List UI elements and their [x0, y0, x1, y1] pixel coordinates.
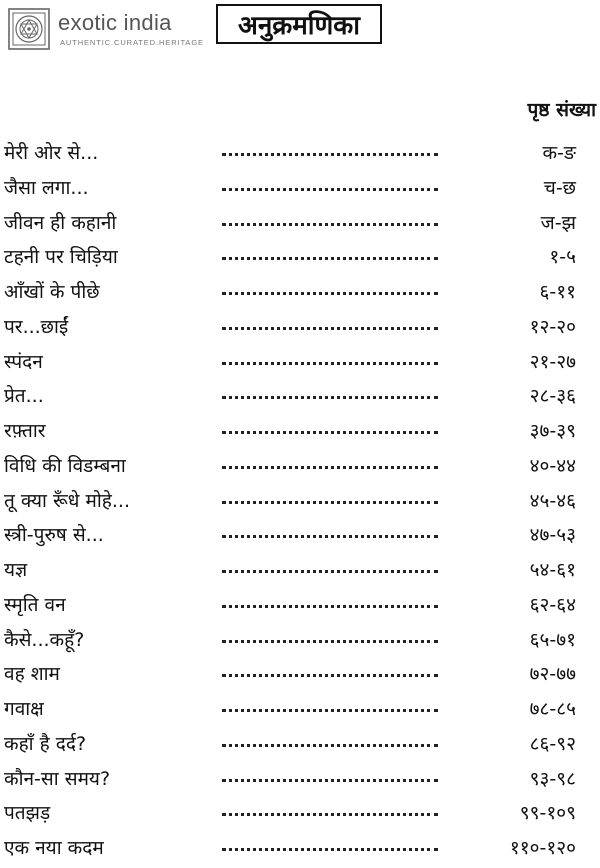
toc-entry [0, 275, 600, 310]
toc-entry-pages: ५४-६१ [529, 559, 576, 581]
toc-entry-pages: ज-झ [540, 211, 576, 234]
toc-entry-pages: ६-११ [539, 281, 576, 303]
toc-entry-title: कहाँ है दर्द? [4, 732, 87, 755]
toc-entry [0, 588, 600, 623]
toc-entry-title: स्पंदन [4, 350, 43, 373]
toc-entry-pages: ७२-७७ [529, 663, 576, 686]
toc-entry-title: मेरी ओर से... [4, 142, 99, 164]
toc-entry [0, 657, 600, 692]
toc-entry-pages: ८६-९२ [529, 732, 576, 755]
brand-logo [8, 6, 203, 50]
toc-entry-title: पर...छाईं [4, 315, 69, 338]
toc-entry [0, 484, 600, 519]
dot-leader [222, 709, 438, 712]
dot-leader [222, 188, 438, 191]
toc-entry-pages: २१-२७ [529, 350, 576, 373]
toc-entry-title: प्रेत... [4, 385, 44, 408]
dot-leader [222, 744, 438, 747]
toc-entry-title: तू क्या रूँधे मोहे... [4, 489, 130, 512]
dot-leader [222, 153, 438, 156]
toc-entry-pages: ६५-७१ [529, 628, 576, 651]
mandala-yantra-icon [8, 8, 50, 50]
toc-entry [0, 136, 600, 171]
table-of-contents [0, 136, 600, 866]
toc-entry-title: वह शाम [4, 663, 60, 686]
dot-leader [222, 466, 438, 469]
toc-entry [0, 762, 600, 797]
dot-leader [222, 292, 438, 295]
dot-leader [222, 327, 438, 330]
toc-entry [0, 727, 600, 762]
brand-name: exotic india [58, 10, 172, 35]
dot-leader [222, 396, 438, 399]
toc-entry [0, 206, 600, 241]
toc-entry-title: स्त्री-पुरुष से... [4, 524, 104, 547]
toc-entry-pages: २८-३६ [529, 385, 576, 408]
dot-leader [222, 362, 438, 365]
toc-entry-pages: ९९-१०९ [519, 802, 576, 825]
toc-entry-title: स्मृति वन [4, 593, 66, 616]
toc-entry [0, 692, 600, 727]
brand-tagline: AUTHENTIC.CURATED.HERITAGE [60, 38, 204, 47]
dot-leader [222, 779, 438, 782]
dot-leader [222, 605, 438, 608]
toc-entry-pages: क-ङ [542, 142, 576, 164]
toc-entry-pages: ४७-५३ [529, 524, 576, 547]
page-title: अनुक्रमणिका [216, 4, 382, 44]
toc-entry-title: जैसा लगा... [4, 176, 89, 199]
toc-entry-title: रफ़्तार [4, 420, 46, 442]
toc-entry-title: यज्ञ [4, 559, 28, 581]
toc-entry [0, 553, 600, 588]
toc-entry-title: टहनी पर चिड़िया [4, 246, 118, 269]
toc-entry [0, 379, 600, 414]
dot-leader [222, 223, 438, 226]
toc-entry-pages: ७८-८५ [529, 698, 576, 720]
toc-entry [0, 414, 600, 449]
toc-entry-pages: ४०-४४ [529, 454, 576, 477]
toc-entry-pages: ६२-६४ [529, 593, 576, 616]
toc-entry [0, 449, 600, 484]
toc-entry-pages: ९३-९८ [529, 767, 576, 790]
toc-entry-title: पतझड़ [4, 802, 51, 825]
dot-leader [222, 535, 438, 538]
toc-entry-pages: च-छ [543, 176, 576, 199]
dot-leader [222, 674, 438, 677]
toc-entry [0, 171, 600, 206]
page-number-column-heading: पृष्ठ संख्या [527, 99, 596, 121]
toc-entry [0, 831, 600, 866]
toc-entry-title: कौन-सा समय? [4, 767, 111, 790]
dot-leader [222, 848, 438, 851]
dot-leader [222, 813, 438, 816]
toc-entry-title: जीवन ही कहानी [4, 211, 117, 234]
toc-entry [0, 796, 600, 831]
toc-entry-title: विधि की विडम्बना [4, 454, 126, 477]
toc-entry [0, 345, 600, 380]
toc-entry-title: एक नया कदम [4, 837, 104, 859]
toc-entry [0, 518, 600, 553]
toc-entry-pages: १२-२० [529, 315, 576, 338]
toc-entry [0, 240, 600, 275]
dot-leader [222, 640, 438, 643]
toc-entry-pages: १-५ [549, 246, 576, 269]
toc-entry-pages: ११०-१२० [509, 837, 576, 859]
dot-leader [222, 257, 438, 260]
toc-entry-title: गवाक्ष [4, 698, 44, 720]
toc-entry-title: आँखों के पीछे [4, 281, 100, 303]
dot-leader [222, 570, 438, 573]
toc-entry [0, 623, 600, 658]
toc-entry-pages: ३७-३९ [529, 420, 576, 442]
toc-entry-pages: ४५-४६ [529, 489, 576, 512]
toc-entry [0, 310, 600, 345]
dot-leader [222, 431, 438, 434]
toc-entry-title: कैसे...कहूँ? [4, 628, 85, 651]
dot-leader [222, 501, 438, 504]
